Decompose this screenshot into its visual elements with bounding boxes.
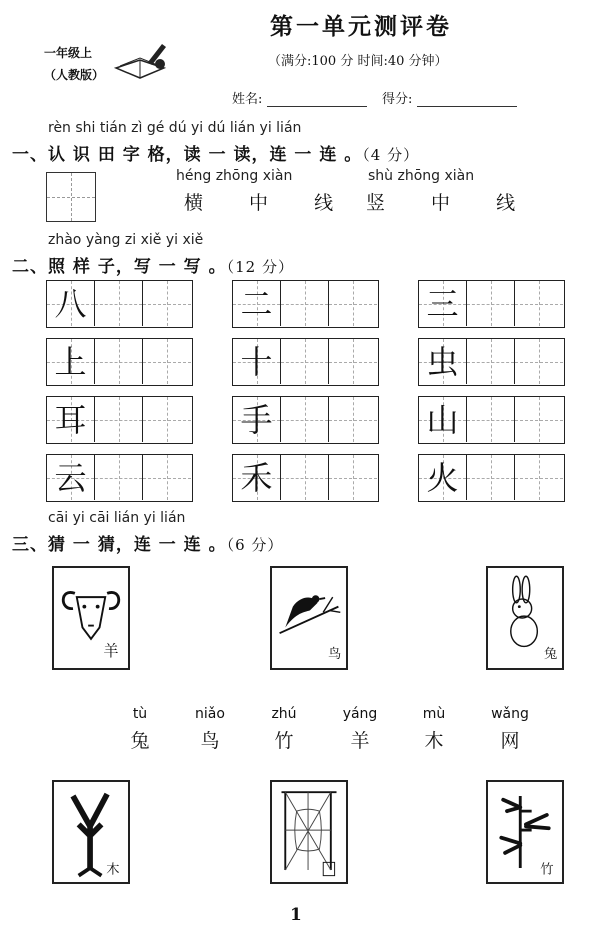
name-label: 姓名:: [232, 92, 263, 107]
blank-writing-cell[interactable]: [95, 397, 143, 442]
word-item[interactable]: [110, 706, 170, 753]
bird-picture[interactable]: [270, 566, 348, 670]
example-char-cell: [419, 339, 467, 384]
section1-heading-text: 一、认 识 田 字 格，读 一 读，连 一 连 。: [12, 145, 363, 165]
blank-writing-cell[interactable]: [515, 281, 563, 326]
example-char: 耳: [54, 401, 87, 439]
example-char-cell: [233, 281, 281, 326]
example-char: 火: [426, 459, 459, 497]
net-picture[interactable]: [270, 780, 348, 884]
blank-writing-cell[interactable]: [143, 455, 191, 500]
writing-grid-row[interactable]: [418, 454, 565, 502]
ram-picture[interactable]: [52, 566, 130, 670]
blank-writing-cell[interactable]: [281, 397, 329, 442]
edition-label: （人教版）: [44, 68, 105, 82]
svg-text:鸟: 鸟: [327, 646, 342, 662]
blank-writing-cell[interactable]: [515, 339, 563, 384]
blank-writing-cell[interactable]: [281, 281, 329, 326]
section3-pinyin: cāi yi cāi lián yi lián: [48, 510, 186, 526]
example-char-cell: [233, 397, 281, 442]
example-char: 手: [240, 401, 273, 439]
example-char-cell: [419, 455, 467, 500]
svg-text:羊: 羊: [103, 641, 119, 660]
example-char-cell: [47, 455, 95, 500]
section2-heading: [12, 252, 294, 277]
writing-grid-row[interactable]: [418, 396, 565, 444]
section2-heading-text: 二、照 样 子，写 一 写 。: [12, 257, 227, 277]
blank-writing-cell[interactable]: [281, 339, 329, 384]
blank-writing-cell[interactable]: [143, 281, 191, 326]
blank-writing-cell[interactable]: [95, 339, 143, 384]
example-char: 二: [240, 285, 273, 323]
writing-grid-row[interactable]: [418, 280, 565, 328]
blank-writing-cell[interactable]: [467, 397, 515, 442]
writing-grid-row[interactable]: [46, 338, 193, 386]
page-subtitle: （满分:100 分 时间:40 分钟）: [268, 54, 448, 69]
section1-pinyin: rèn shi tián zì gé dú yi dú lián yi lián: [48, 120, 302, 136]
blank-writing-cell[interactable]: [143, 339, 191, 384]
writing-grid-row[interactable]: [46, 280, 193, 328]
section2-score: （12 分）: [226, 258, 294, 276]
word2-shuzhongxian[interactable]: 竖 中 线: [366, 192, 536, 214]
word-pinyin: zhú: [271, 706, 297, 722]
word-char: 网: [500, 730, 520, 752]
writing-grid-row[interactable]: [232, 396, 379, 444]
word2-pinyin: shù zhōng xiàn: [368, 168, 475, 184]
example-char-cell: [419, 281, 467, 326]
word-pinyin: wǎng: [491, 706, 529, 722]
section1-heading: [12, 140, 419, 165]
section1-score: （4 分）: [362, 146, 420, 164]
blank-writing-cell[interactable]: [281, 455, 329, 500]
example-char: 虫: [426, 343, 459, 381]
example-char-cell: [233, 455, 281, 500]
word-item[interactable]: [480, 706, 540, 753]
svg-text:竹: 竹: [540, 862, 554, 878]
blank-writing-cell[interactable]: [329, 397, 377, 442]
grade-label: 一年级上: [44, 46, 93, 60]
svg-text:木: 木: [106, 862, 120, 878]
page-title: 第一单元测评卷: [270, 13, 452, 40]
section3-heading-text: 三、猜 一 猜，连 一 连 。: [12, 535, 227, 555]
word-char: 木: [424, 730, 444, 752]
example-char: 云: [54, 459, 87, 497]
blank-writing-cell[interactable]: [95, 455, 143, 500]
word-item[interactable]: [254, 706, 314, 753]
word-item[interactable]: [404, 706, 464, 753]
example-char-cell: [233, 339, 281, 384]
writing-grid-row[interactable]: [46, 454, 193, 502]
word-item[interactable]: [330, 706, 390, 753]
score-label: 得分:: [382, 92, 413, 107]
writing-grid-row[interactable]: [418, 338, 565, 386]
word-pinyin: mù: [422, 706, 446, 722]
blank-writing-cell[interactable]: [467, 339, 515, 384]
example-char-cell: [419, 397, 467, 442]
word-pinyin: tù: [132, 706, 148, 722]
blank-writing-cell[interactable]: [95, 281, 143, 326]
blank-writing-cell[interactable]: [329, 281, 377, 326]
blank-writing-cell[interactable]: [329, 455, 377, 500]
word-item[interactable]: [180, 706, 240, 753]
grade-box: [38, 42, 104, 86]
word-char: 鸟: [200, 730, 220, 752]
example-char-cell: [47, 339, 95, 384]
word-pinyin: yáng: [342, 706, 378, 722]
example-char: 禾: [240, 459, 273, 497]
blank-writing-cell[interactable]: [515, 397, 563, 442]
blank-writing-cell[interactable]: [143, 397, 191, 442]
name-input-line[interactable]: [267, 93, 367, 107]
writing-grid-row[interactable]: [232, 280, 379, 328]
word1-hengzhongxian[interactable]: 横 中 线: [184, 192, 354, 214]
blank-writing-cell[interactable]: [467, 281, 515, 326]
bamboo-picture[interactable]: [486, 780, 564, 884]
rabbit-picture[interactable]: [486, 566, 564, 670]
word-char: 竹: [274, 730, 294, 752]
name-field[interactable]: [232, 88, 367, 107]
example-char: 上: [54, 343, 87, 381]
word-char: 羊: [350, 730, 370, 752]
tianzige-example: [46, 172, 96, 222]
section2-pinyin: zhào yàng zi xiě yi xiě: [48, 232, 204, 248]
section3-score: （6 分）: [226, 536, 284, 554]
word1-pinyin: héng zhōng xiàn: [176, 168, 293, 184]
example-char: 十: [240, 343, 273, 381]
word-char: 兔: [130, 730, 150, 752]
example-char-cell: [47, 281, 95, 326]
word-pinyin: niǎo: [195, 706, 225, 722]
page-number: 1: [290, 905, 302, 925]
score-input-line[interactable]: [417, 93, 517, 107]
tree-picture[interactable]: [52, 780, 130, 884]
writing-grid-row[interactable]: [232, 338, 379, 386]
blank-writing-cell[interactable]: [467, 455, 515, 500]
book-pencil-icon: [112, 38, 172, 82]
example-char: 山: [426, 401, 459, 439]
section3-heading: [12, 530, 283, 555]
blank-writing-cell[interactable]: [329, 339, 377, 384]
svg-text:兔: 兔: [543, 646, 558, 662]
blank-writing-cell[interactable]: [515, 455, 563, 500]
writing-grid-row[interactable]: [232, 454, 379, 502]
writing-grid-row[interactable]: [46, 396, 193, 444]
example-char-cell: [47, 397, 95, 442]
example-char: 三: [426, 285, 459, 323]
example-char: 八: [54, 285, 87, 323]
score-field[interactable]: [382, 88, 517, 107]
